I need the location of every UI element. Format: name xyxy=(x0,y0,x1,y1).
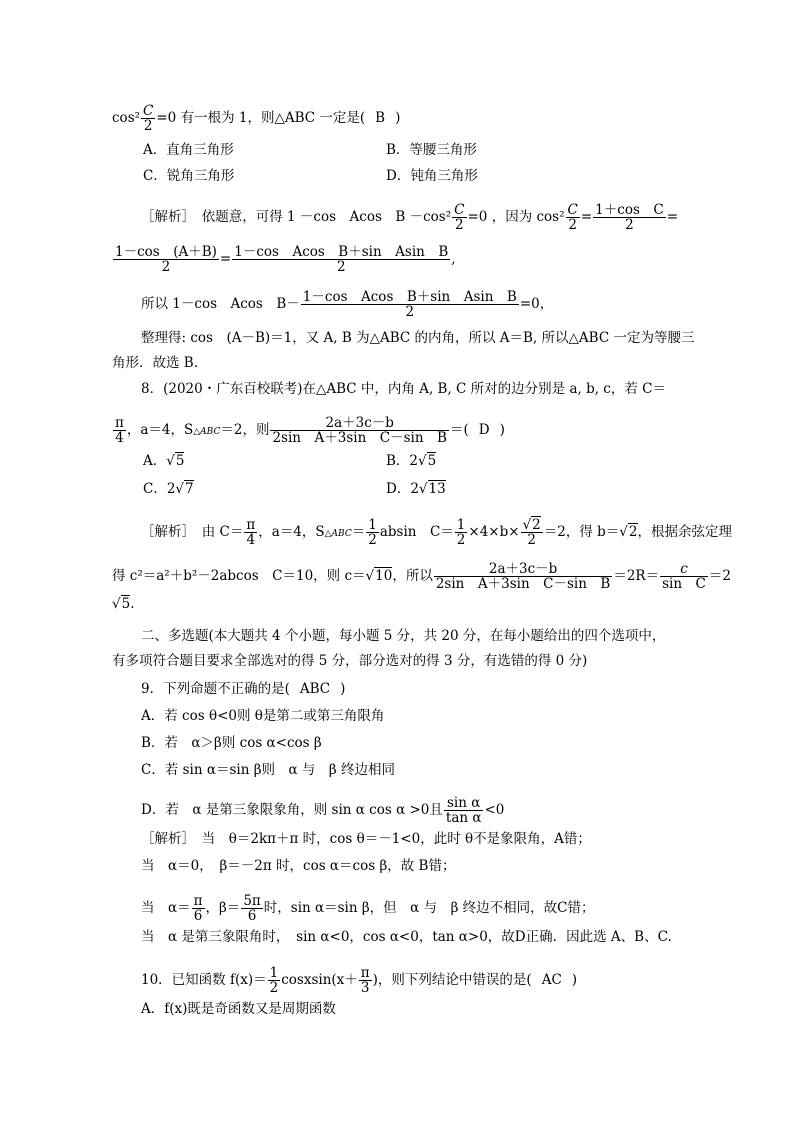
q7-answer: B xyxy=(375,110,386,126)
q8-stem-line1: 8．(2020・广东百校联考)在△ABC 中，内角 A, B, C 所对的边分别是 a, b, c，若 C＝ xyxy=(141,381,666,397)
q9-solution-line1: ［解析］ 当 θ＝2kπ＋π 时，cos θ＝－1<0，此时 θ不是象限角，A错； xyxy=(141,831,591,847)
q7-stem: cos² $\frac{C}{2}$ =0 有一根为 1，则△ABC 一定是( B ) xyxy=(112,103,401,134)
q9-answer: ABC xyxy=(299,681,331,697)
q9-option-d: D．若 α 是第三象限象角，则 sin α cos α >0且 $\frac{\text{sin α}}{\text{tan α}}$ <0 xyxy=(141,795,505,826)
q7-solution-line3: 所以 1－cos Acos B－ $\frac{\text{1－cos Acos B＋sin Asin B}}{2}$ =0， xyxy=(141,289,554,320)
q8-option-a: A．√5 xyxy=(143,453,185,469)
q9-solution-line4: 当 α 是第三象限角时， sin α<0，cos α<0，tan α>0，故D正确．因此选 A、B、C. xyxy=(141,929,672,945)
q7-option-a: A．直角三角形 xyxy=(143,142,234,158)
q7-solution-line4: 整理得: cos (A－B)＝1，又 A, B 为△ABC 的内角，所以 A＝B, 所以△ABC 一定为等腰三 xyxy=(141,330,695,346)
q7-option-b: B．等腰三角形 xyxy=(386,142,477,158)
q8-option-c: C．2√7 xyxy=(143,481,194,497)
q10-option-a: A．f(x)既是奇函数又是周期函数 xyxy=(141,1001,336,1017)
q9-stem: 9．下列命题不正确的是( ABC ) xyxy=(141,681,346,697)
q9-solution-line2: 当 α＝0， β＝－2π 时，cos α＝cos β，故 B错； xyxy=(141,858,456,874)
q9-solution-line3: 当 α＝ $\frac{\pi}{6}$ ，β＝ $\frac{5\pi}{6}$ 时，sin α＝sin β，但 α 与 β 终边不相同，故C错； xyxy=(141,893,595,924)
q7-solution-line5: 角形．故选 B. xyxy=(112,355,199,371)
q8-solution-line3: √5. xyxy=(112,596,135,612)
q7-option-c: C．锐角三角形 xyxy=(143,168,235,184)
q9-option-c: C．若 sin α＝sin β则 α 与 β 终边相同 xyxy=(141,762,396,778)
q8-stem-line2: $\frac{\pi}{4}$ ，a＝4，S△ABC＝2，则 $\frac{2a+3c-b}{\text{2sin A＋3sin C－sin B}}$ ＝( D ) xyxy=(115,415,505,446)
q8-solution-line1: ［解析］ 由 C＝ $\frac{\pi}{4}$ ，a＝4，S△ABC＝ $\frac{1}{2}$ absin C＝ $\frac{1}{2}$ ×4×b× $\frac{√2}{2}$ ＝2，得 b＝√2，根据余弦定理 xyxy=(141,517,732,548)
q8-option-b: B．2√5 xyxy=(386,453,437,469)
section2-instructions-line2: 有多项符合题目要求全部选对的得 5 分，部分选对的得 3 分，有选错的得 0 分) xyxy=(112,653,588,669)
q10-answer: AC xyxy=(541,972,562,988)
q8-solution-line2: 得 c²＝a²＋b²－2abcos C＝10，则 c＝√10，所以 $\frac{2a+3c-b}{\text{2sin A＋3sin C－sin B}}$ ＝2R＝ $\frac{c}{\text{sin C}}$ ＝2 xyxy=(112,561,731,592)
q8-option-d: D．2√13 xyxy=(386,481,446,497)
q7-solution-line1: ［解析］ 依题意，可得 1 －cos Acos B －cos² $\frac{C}{2}$ =0 ，因为 cos² $\frac{C}{2}$ = $\frac{\text{1＋cos C}}{2}$ = xyxy=(141,202,679,233)
section2-instructions-line1: 二、多选题(本大题共 4 个小题，每小题 5 分，共 20 分，在每小题给出的四个选项中， xyxy=(141,628,666,644)
q8-answer: D xyxy=(478,422,490,438)
q7-solution-line2: $\frac{1-\cos (A+B)}{2}$ = $\frac{\text{1－cos Acos B＋sin Asin B}}{2}$ , xyxy=(115,244,456,275)
q10-stem: 10．已知函数 f(x)＝ $\frac{1}{2}$ cosxsin(x＋ $\frac{\pi}{3}$ )，则下列结论中错误的是( AC ) xyxy=(141,965,578,996)
q7-option-d: D．钝角三角形 xyxy=(386,168,478,184)
q9-option-b: B．若 α＞β则 cos α<cos β xyxy=(141,735,322,751)
q9-option-a: A．若 cos θ<0则 θ是第二或第三角限角 xyxy=(141,708,385,724)
